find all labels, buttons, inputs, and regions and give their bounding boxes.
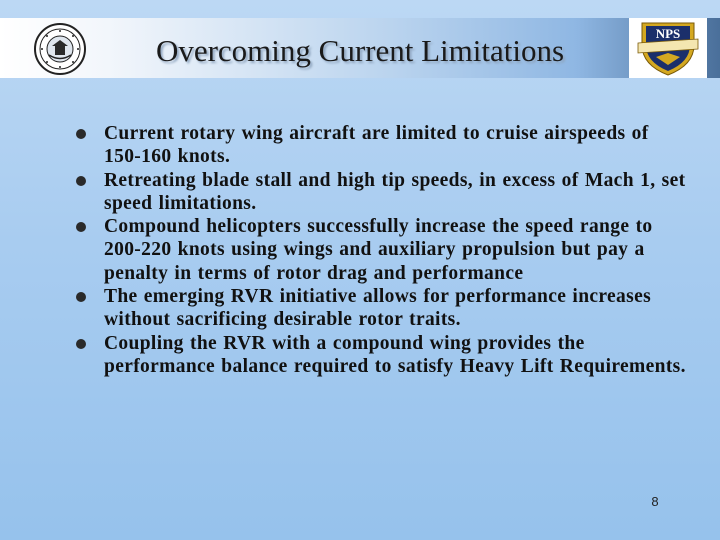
bullet-icon xyxy=(76,339,86,349)
bullet-item xyxy=(76,285,688,332)
bullet-icon xyxy=(76,292,86,302)
slide-title: Overcoming Current Limitations xyxy=(155,33,565,68)
bullet-item xyxy=(76,122,688,169)
bullet-icon xyxy=(76,129,86,139)
bullet-text: Compound helicopters successfully increase the speed range to 200-220 knots using wings and auxiliary propulsion but pay a penalty in terms of rotor drag and performance xyxy=(104,216,653,284)
nps-crest-icon xyxy=(634,19,702,77)
bullet-item xyxy=(76,169,688,216)
bullet-item xyxy=(76,215,688,285)
bullet-text: The emerging RVR initiative allows for performance increases without sacrificing desirable rotor traits. xyxy=(104,286,652,331)
bullet-text: Coupling the RVR with a compound wing provides the performance balance required to satisfy Heavy Lift Requirements. xyxy=(104,332,686,377)
bullet-text: Retreating blade stall and high tip speeds, in excess of Mach 1, set speed limitations. xyxy=(104,169,686,214)
page-number: 8 xyxy=(651,494,659,509)
bullet-icon xyxy=(76,176,86,186)
bullet-text: Current rotary wing aircraft are limited to cruise airspeeds of 150-160 knots. xyxy=(104,123,649,168)
bullet-list xyxy=(76,122,688,378)
bullet-icon xyxy=(76,222,86,232)
crest-text: NPS xyxy=(655,26,681,41)
bullet-item xyxy=(76,332,688,379)
